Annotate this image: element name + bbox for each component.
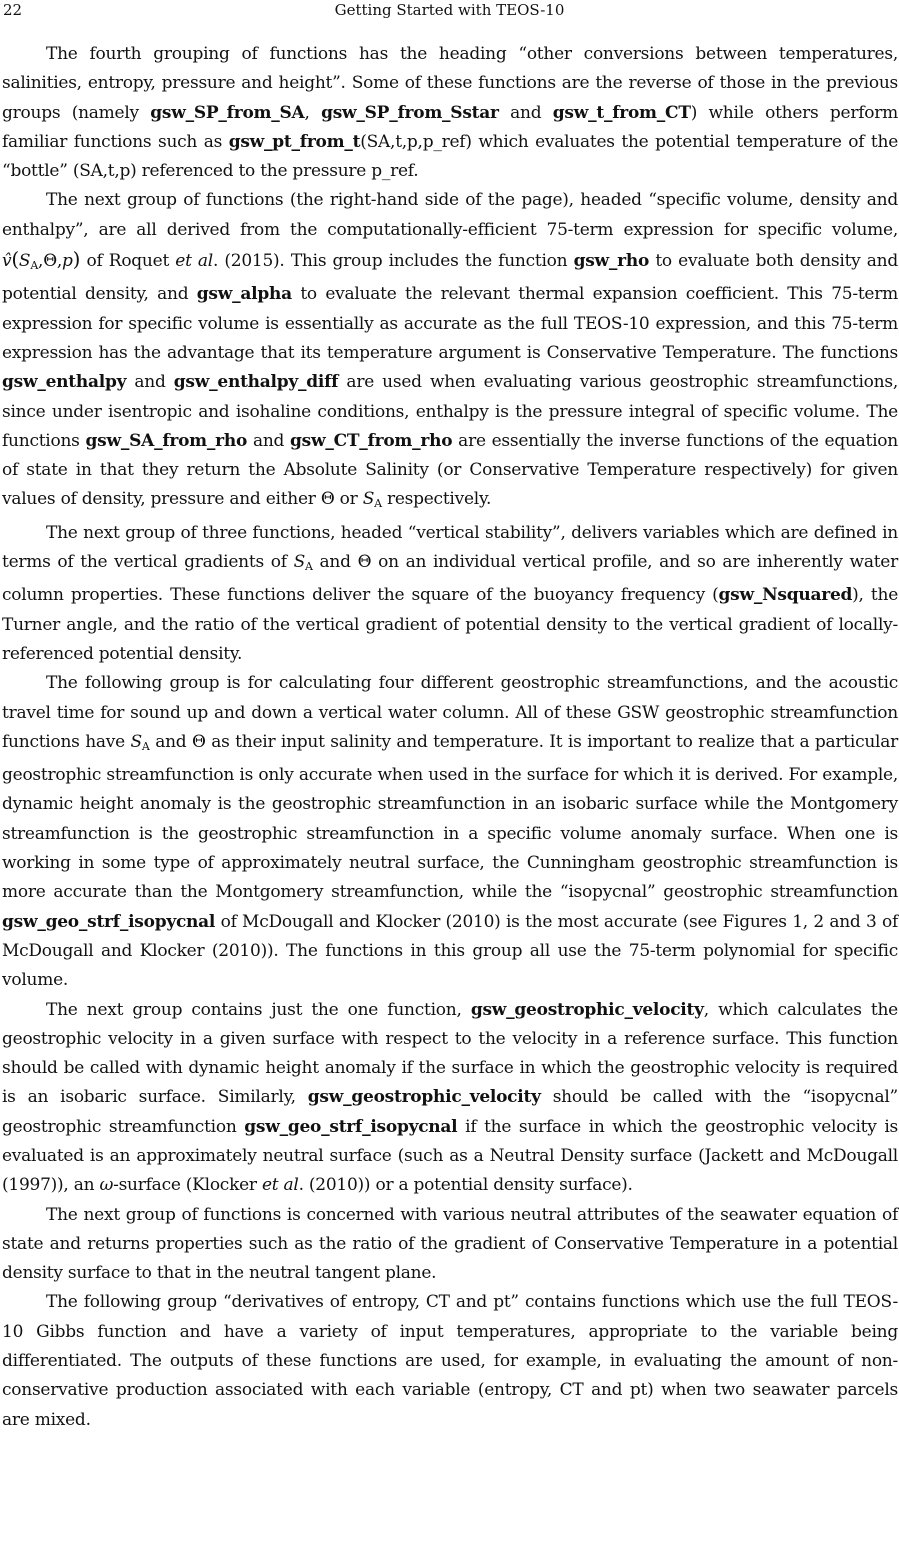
text-run: ) while others perform familiar functions such as [2,102,899,152]
function-name: gsw_alpha [196,284,292,305]
symbol-theta: Θ [357,552,372,573]
function-name: gsw_geo_strf_isopycnal [244,1116,458,1137]
text-run: as their input salinity and temperature. It is important to realize that a particular geostrophic streamfunction is only accurate when used in the surface for which it is derived. For example, dynamic height anomaly is the geostrophic streamfunction in an isobaric surface while the Montgomery streamfunction is the geostrophic streamfunction in a specific volume anomaly surface. When one is working in some type of approximately neutral surface, the Cunningham geostrophic streamfunction is more accurate than the Montgomery streamfunction, while the “isopycnal” geostrophic streamfunction [2,731,898,903]
symbol-p: p [62,251,73,272]
paren-close: ) [72,247,81,272]
text-run: , [304,102,322,123]
body-text [2,40,898,1435]
page-header [0,0,899,24]
text-run: to evaluate both density and potential density, and [2,251,898,305]
page-number: 22 [3,1,23,19]
math-omega [99,1175,113,1195]
function-name: gsw_CT_from_rho [290,430,453,451]
subscript-A: A [374,497,382,511]
paragraph [2,669,898,995]
text-run: should be called with the “isopycnal” geostrophic streamfunction [2,1087,898,1137]
running-title: Getting Started with TEOS-10 [334,1,565,19]
function-name: gsw_SA_from_rho [85,430,248,451]
text-run: of McDougall and Klocker (2010) is the most accurate (see Figures 1, 2 and 3 of McDougall and Klocker (2010)). The functions in this group all use the 75-term polynomial for specific volume. [2,911,898,991]
comma: , [38,251,44,272]
symbol-S: S [18,251,31,272]
text-run: -surface (Klocker [113,1175,262,1196]
paragraph [2,519,898,669]
paragraph [2,1288,898,1434]
symbol-omega: ω [99,1175,114,1196]
text-run: The fourth grouping of functions has the heading “other conversions between temperatures, salinities, entropy, pressure and height”. Some of these functions are the reverse of those in the previous groups (namely [2,44,898,123]
paragraph [2,1201,898,1289]
v-hat: v̂ [2,251,12,272]
function-name: gsw_rho [573,251,650,272]
text-run: to evaluate the relevant thermal expansion coefficient. This 75-term expression for specific volume is essentially as accurate as the full TEOS-10 expression, and this 75-term expression has the advantage that its temperature argument is Conservative Temperature. The functions [2,284,898,363]
math-SA [131,732,150,752]
text-run: respectively. [381,489,492,510]
text-run: The following group is for calculating four different geostrophic streamfunctions, and the acoustic travel time for sound up and down a vertical water column. All of these GSW geostrophic streamfunction functions have [2,673,898,752]
text-run: . (2010)) or a potential density surface). [298,1175,633,1196]
symbol-S: S [293,552,306,573]
math-vhat_SA_Theta_p [2,247,81,273]
function-name: gsw_enthalpy [2,372,127,393]
text-run: and [498,102,553,123]
text-run: and [149,731,192,752]
function-name: gsw_pt_from_t [228,131,361,152]
function-name: gsw_enthalpy_diff [173,372,339,393]
symbol-theta: Θ [320,489,335,510]
math-SA [363,489,382,509]
function-name: gsw_geostrophic_velocity [470,999,704,1020]
math-Theta [321,489,335,509]
text-run: and [247,430,291,451]
subscript-A: A [141,739,150,753]
subscript-A: A [305,560,313,574]
text-run: on an individual vertical profile, and so are inherently water column properties. These functions deliver the square of the buoyancy frequency ( [2,552,898,606]
symbol-theta: Θ [191,731,206,752]
text-run: The next group of functions (the right-hand side of the page), headed “specific volume, density and enthalpy”, are all derived from the computationally-efficient 75-term expression for specific volume, [2,190,898,240]
italic-text: et al [261,1175,299,1196]
text-run: . (2015). This group includes the function [213,251,574,272]
math-SA [294,552,313,572]
function-name: gsw_SP_from_Sstar [321,102,499,123]
paragraph [2,186,898,518]
function-name: gsw_Nsquared [718,585,853,606]
symbol-theta: Θ [43,251,57,272]
symbol-S: S [130,731,142,752]
text-run: The next group of three functions, headed “vertical stability”, delivers variables which are defined in terms of the vertical gradients of [2,522,898,573]
text-run: are essentially the inverse functions of the equation of state in that they return the Absolute Salinity (or Conservative Temperature respectively) for given values of density, pressure and either [2,430,898,510]
text-run: are used when evaluating various geostrophic streamfunctions, since under isentropic and isohaline conditions, enthalpy is the pressure integral of specific volume. The functions [2,372,898,451]
text-run: (SA,t,p,p_ref) which evaluates the potential temperature of the “bottle” (SA,t,p) referenced to the pressure p_ref. [2,131,899,182]
symbol-S: S [362,489,375,510]
text-run: and [312,552,358,573]
text-run: and [126,372,174,393]
text-run: of Roquet [80,251,176,272]
math-Theta [358,552,372,572]
text-run: , which calculates the geostrophic velocity in a given surface with respect to the velocity in a reference surface. This function should be called with dynamic height anomaly if the surface in which the geostrophic velocity is required is an isobaric surface. Similarly, [2,999,898,1108]
text-run: The following group “derivatives of entropy, CT and pt” contains functions which use the full TEOS-10 Gibbs function and have a variety of input temperatures, appropriate to the variable being differentiated. The outputs of these functions are used, for example, in evaluating the amount of non-conservative production associated with each variable (entropy, CT and pt) when two seawater parcels are mixed. [2,1292,898,1430]
italic-text: et al [175,251,213,272]
comma: , [56,251,63,272]
function-name: gsw_geostrophic_velocity [307,1087,541,1108]
subscript-A: A [30,259,39,273]
text-run: The next group of functions is concerned with various neutral attributes of the seawater equation of state and returns properties such as the ratio of the gradient of Conservative Temperature in a potential density surface to that in the neutral tangent plane. [2,1204,898,1284]
text-run: if the surface in which the geostrophic velocity is evaluated is an approximately neutral surface (such as a Neutral Density surface (Jackett and McDougall (1997)), an [2,1116,898,1196]
paren-open: ( [11,247,19,272]
text-run: The next group contains just the one function, [46,999,471,1020]
text-run: ), the Turner angle, and the ratio of the vertical gradient of potential density to the vertical gradient of locally-referenced potential density. [2,585,898,664]
function-name: gsw_SP_from_SA [150,102,305,123]
paragraph [2,996,898,1201]
math-Theta [192,732,206,752]
function-name: gsw_geo_strf_isopycnal [2,911,216,932]
function-name: gsw_t_from_CT [552,102,691,123]
text-run: or [334,489,363,510]
paragraph [2,40,898,186]
